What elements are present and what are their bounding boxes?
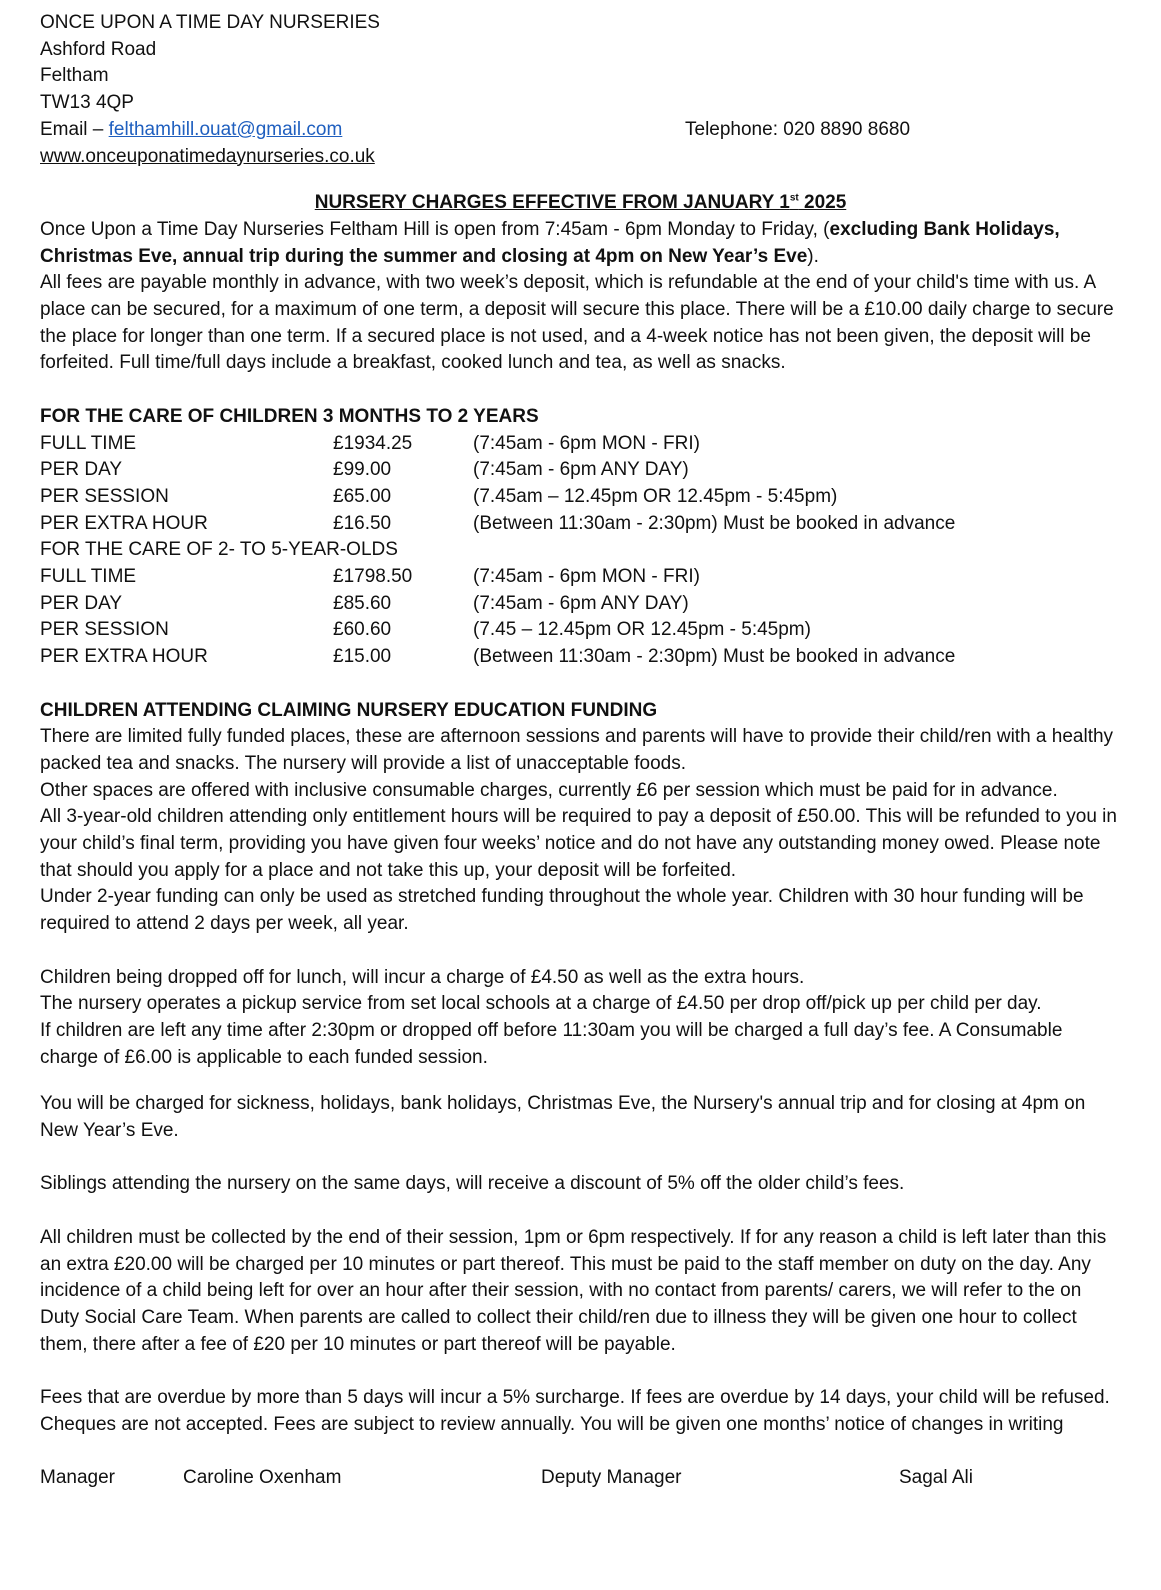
- title-prefix: NURSERY CHARGES EFFECTIVE FROM JANUARY 1: [314, 192, 790, 214]
- funding-heading: CHILDREN ATTENDING CLAIMING NURSERY EDUCATION FUNDING: [40, 699, 658, 721]
- fee-note: (Between 11:30am - 2:30pm) Must be booked in advance: [473, 646, 956, 668]
- fee-price: £15.00: [333, 646, 392, 668]
- collection-paragraph: All children must be collected by the end of their session, 1pm or 6pm respectively. If for any reason a child is left later than this an extra £20.00 will be charged per 10 minutes or part thereof. This must be paid to the staff member on duty on the day. Any incidence of a child being left for over an hour after their session, with no contact from parents/ carers, we will refer to the on Duty Social Care Team. When parents are called to collect their child/ren due to illness they will be given one hour to collect them, there after a fee of £20 per 10 minutes or part thereof will be payable.: [40, 1226, 1107, 1355]
- lunch-charge-paragraph: Children being dropped off for lunch, will incur a charge of £4.50 as well as the extra hours.: [40, 966, 805, 988]
- toddlers-fee-table: [40, 564, 1121, 671]
- fee-label: PER SESSION: [40, 485, 169, 507]
- fee-note: (Between 11:30am - 2:30pm) Must be booked in advance: [473, 512, 956, 534]
- email-line: [40, 117, 685, 144]
- fee-row: [40, 617, 1121, 644]
- fee-note: (7.45am – 12.45pm OR 12.45pm - 5:45pm): [473, 485, 838, 507]
- fee-note: (7:45am - 6pm MON - FRI): [473, 566, 700, 588]
- fee-row: [40, 644, 1121, 671]
- org-name: ONCE UPON A TIME DAY NURSERIES: [40, 12, 380, 33]
- fee-price: £1934.25: [333, 432, 413, 454]
- funding-paragraph-2: Other spaces are offered with inclusive consumable charges, currently £6 per session which must be paid for in advance.: [40, 779, 1058, 801]
- telephone: Telephone: 020 8890 8680: [685, 118, 911, 140]
- signature-row: [40, 1465, 1121, 1492]
- address-line-2: Feltham: [40, 65, 109, 87]
- fee-note: (7:45am - 6pm MON - FRI): [473, 432, 700, 454]
- fee-price: £85.60: [333, 592, 392, 614]
- email-label: Email –: [40, 118, 109, 140]
- address-line-1: Ashford Road: [40, 38, 157, 60]
- overdue-paragraph: Fees that are overdue by more than 5 days will incur a 5% surcharge. If fees are overdue by 14 days, your child will be refused. Cheques are not accepted. Fees are subject to review annually. You will be given one months’ notice of changes in writing: [40, 1387, 1110, 1435]
- sickness-paragraph: You will be charged for sickness, holidays, bank holidays, Christmas Eve, the Nursery's annual trip and for closing at 4pm on New Year’s Eve.: [40, 1093, 1086, 1142]
- siblings-paragraph: Siblings attending the nursery on the same days, will receive a discount of 5% off the older child’s fees.: [40, 1173, 905, 1195]
- opening-hours-paragraph: Once Upon a Time Day Nurseries Feltham Hill is open from 7:45am - 6pm Monday to Friday, (excluding Bank Holidays, Christmas Eve, annual trip during the summer and closing at 4pm on New Year’s Eve).: [40, 218, 1060, 267]
- fee-note: (7:45am - 6pm ANY DAY): [473, 592, 689, 614]
- fee-price: £99.00: [333, 459, 392, 481]
- email-link[interactable]: felthamhill.ouat@gmail.com: [108, 118, 343, 140]
- title-suffix: 2025: [798, 192, 847, 214]
- deputy-name: Sagal Ali: [899, 1467, 973, 1489]
- fee-row: [40, 511, 1121, 538]
- fees-paragraph: All fees are payable monthly in advance, with two week’s deposit, which is refundable at the end of your child's time with us. A place can be secured, for a maximum of one term, a deposit will secure this place. There will be a £10.00 daily charge to secure the place for longer than one term. If a secured place is not used, and a 4-week notice has not been given, the deposit will be forfeited. Full time/full days include a breakfast, cooked lunch and tea, as well as snacks.: [40, 272, 1114, 374]
- fee-price: £65.00: [333, 485, 392, 507]
- infants-heading: FOR THE CARE OF CHILDREN 3 MONTHS TO 2 YEARS: [40, 405, 539, 427]
- contact-row: [40, 117, 1121, 144]
- funding-paragraph-4: Under 2-year funding can only be used as stretched funding throughout the whole year. Children with 30 hour funding will be required to attend 2 days per week, all year.: [40, 886, 1084, 935]
- fee-price: £60.60: [333, 619, 392, 641]
- fee-label: PER DAY: [40, 592, 123, 614]
- fee-label: FULL TIME: [40, 432, 137, 454]
- fee-row: [40, 484, 1121, 511]
- fee-label: PER EXTRA HOUR: [40, 646, 208, 668]
- document-title: [40, 190, 1121, 217]
- fee-price: £1798.50: [333, 566, 413, 588]
- fee-row: [40, 564, 1121, 591]
- funding-paragraph-3: All 3-year-old children attending only entitlement hours will be required to pay a deposit of £50.00. This will be refunded to you in your child’s final term, providing you have given four weeks’ notice and do not have any outstanding money owed. Please note that should you apply for a place and not take this up, your deposit will be forfeited.: [40, 806, 1117, 881]
- fee-row: [40, 457, 1121, 484]
- fee-note: (7.45 – 12.45pm OR 12.45pm - 5:45pm): [473, 619, 811, 641]
- fee-row: [40, 591, 1121, 618]
- title-sup: st: [789, 192, 799, 204]
- infants-fee-table: [40, 431, 1121, 538]
- fee-label: FULL TIME: [40, 566, 137, 588]
- pickup-service-paragraph: The nursery operates a pickup service from set local schools at a charge of £4.50 per drop off/pick up per child per day.: [40, 993, 1042, 1015]
- manager-name: Caroline Oxenham: [183, 1467, 342, 1489]
- toddlers-heading: FOR THE CARE OF 2- TO 5-YEAR-OLDS: [40, 539, 398, 561]
- postcode: TW13 4QP: [40, 92, 134, 114]
- fee-note: (7:45am - 6pm ANY DAY): [473, 459, 689, 481]
- fee-label: PER DAY: [40, 459, 123, 481]
- manager-label: Manager: [40, 1467, 115, 1489]
- fee-label: PER SESSION: [40, 619, 169, 641]
- website-link[interactable]: www.onceuponatimedaynurseries.co.uk: [40, 145, 375, 167]
- late-charge-paragraph: If children are left any time after 2:30pm or dropped off before 11:30am you will be charged a full day’s fee. A Consumable charge of £6.00 is applicable to each funded session.: [40, 1019, 1063, 1068]
- fee-row: [40, 431, 1121, 458]
- deputy-label: Deputy Manager: [541, 1467, 682, 1489]
- fee-label: PER EXTRA HOUR: [40, 512, 208, 534]
- funding-paragraph-1: There are limited fully funded places, these are afternoon sessions and parents will have to provide their child/ren with a healthy packed tea and snacks. The nursery will provide a list of unacceptable foods.: [40, 726, 1114, 774]
- fee-price: £16.50: [333, 512, 392, 534]
